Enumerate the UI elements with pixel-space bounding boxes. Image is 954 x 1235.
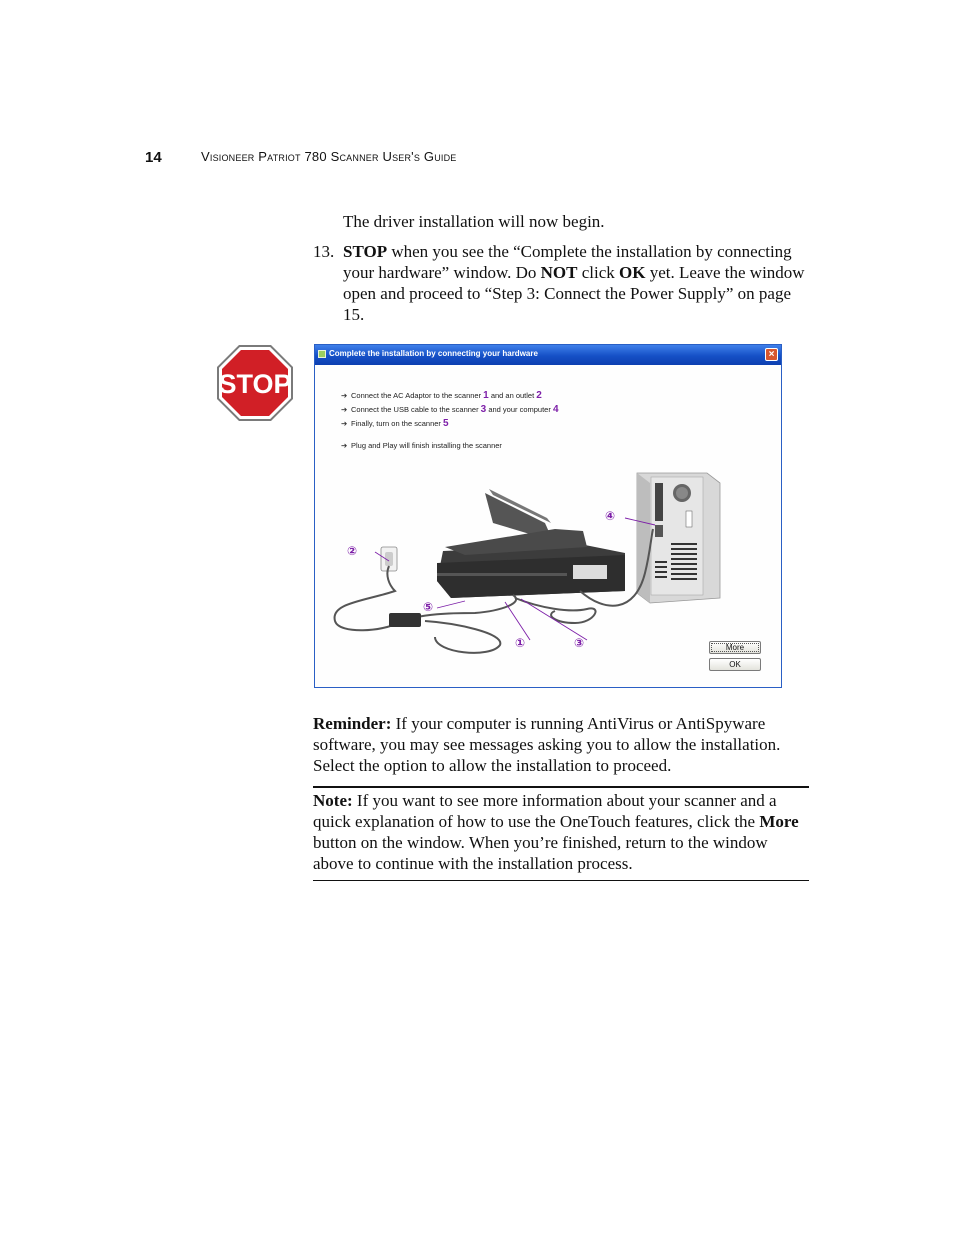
ac-adaptor-icon (389, 613, 421, 627)
step-number-badge: 1 (483, 390, 489, 401)
instruction-text: and an outlet (488, 391, 537, 400)
intro-paragraph: The driver installation will now begin. (343, 212, 605, 231)
note-text: If you want to see more information about your scanner and a quick explanation of how to use the OneTouch features, click the (313, 791, 777, 831)
instruction-text: Connect the AC Adaptor to the scanner (351, 391, 484, 400)
instruction-text: Connect the USB cable to the scanner (351, 405, 481, 414)
not-keyword: NOT (540, 263, 578, 282)
note-top-divider (313, 786, 809, 788)
note-bottom-divider (313, 880, 809, 881)
note-label: Note: (313, 791, 353, 810)
instruction-text: Finally, turn on the scanner (351, 419, 443, 428)
callout-4: ④ (605, 509, 616, 523)
computer-tower-icon (637, 473, 720, 603)
dialog-title: Complete the installation by connecting your hardware (329, 349, 538, 358)
callout-3: ③ (574, 636, 585, 650)
stop-sign-label: STOP (218, 369, 292, 399)
arrow-icon: ➔ (341, 419, 348, 428)
arrow-icon: ➔ (341, 441, 348, 450)
instruction-text: Plug and Play will finish installing the scanner (351, 441, 502, 450)
more-button[interactable]: More (709, 641, 761, 654)
page-number: 14 (145, 149, 162, 166)
instruction-line (341, 404, 559, 415)
reminder-label: Reminder: (313, 714, 392, 733)
step-number: 13. (313, 242, 335, 261)
step-number-badge: 2 (536, 390, 542, 401)
step-number-badge: 3 (480, 404, 487, 415)
note-paragraph (313, 790, 809, 874)
callout-2: ② (347, 544, 358, 558)
instruction-line (341, 418, 449, 429)
step-number-badge: 4 (552, 404, 559, 415)
note-text: button on the window. When you’re finished, return to the window above to continue with the installation process. (313, 833, 768, 873)
step-text-part: when you see the “Complete the installation by connecting your hardware” window. Do (343, 242, 792, 282)
app-icon (318, 350, 326, 358)
ok-button[interactable]: OK (709, 658, 761, 671)
stop-keyword: STOP (343, 242, 388, 261)
reminder-paragraph (313, 713, 809, 776)
scanner-icon (437, 489, 625, 598)
callout-5: ⑤ (423, 600, 434, 614)
hardware-installation-dialog (314, 344, 782, 688)
running-head: Visioneer Patriot 780 Scanner User's Guide (201, 149, 457, 164)
step-text (343, 241, 811, 325)
ok-keyword: OK (619, 263, 646, 282)
step-text-part: yet. Leave the window open and proceed to “Step 3: Connect the Power Supply” on page 15. (343, 263, 805, 324)
reminder-text: If your computer is running AntiVirus or AntiSpyware software, you may see messages asking you to allow the installation. Select the option to allow the installation to proceed. (313, 714, 781, 775)
step-number-badge: 5 (443, 418, 449, 429)
stop-sign-icon (216, 344, 294, 422)
instruction-line (341, 390, 542, 401)
instruction-text: and your computer (486, 405, 553, 414)
instruction-line (341, 441, 502, 450)
more-keyword: More (759, 812, 799, 831)
close-button[interactable]: × (765, 348, 778, 361)
scanner-connection-illustration (325, 463, 725, 663)
step-text-part: click (577, 263, 620, 282)
dialog-titlebar[interactable] (315, 345, 781, 365)
arrow-icon: ➔ (341, 391, 348, 400)
callout-1: ① (515, 636, 526, 650)
arrow-icon: ➔ (341, 405, 348, 414)
